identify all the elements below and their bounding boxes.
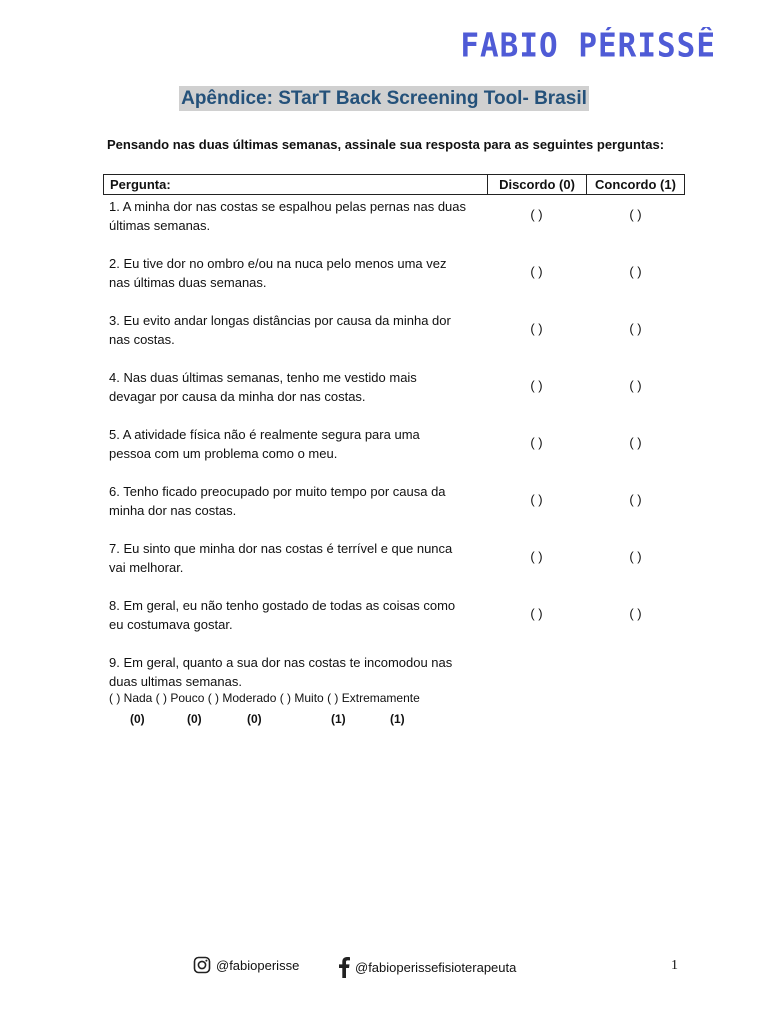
- facebook-text: @fabioperissefisioterapeuta: [355, 959, 517, 975]
- agree-checkbox[interactable]: ( ): [629, 435, 642, 450]
- question-line: vai melhorar.: [109, 560, 184, 575]
- disagree-checkbox[interactable]: ( ): [530, 264, 543, 279]
- header-question: Pergunta:: [104, 175, 488, 194]
- question-line: 1. A minha dor nas costas se espalhou pelas pernas nas duas: [109, 199, 467, 214]
- disagree-checkbox[interactable]: ( ): [530, 435, 543, 450]
- q9-scores: [109, 706, 487, 730]
- question-line: devagar por causa da minha dor nas costas.: [109, 389, 366, 404]
- question-row-7: [103, 537, 685, 594]
- question-line: eu costumava gostar.: [109, 617, 233, 632]
- question-line: 5. A atividade física não é realmente segura para uma: [109, 427, 420, 442]
- question-line: nas costas.: [109, 332, 175, 347]
- disagree-checkbox[interactable]: ( ): [530, 207, 543, 222]
- header-agree: Concordo (1): [595, 177, 676, 192]
- agree-checkbox[interactable]: ( ): [629, 264, 642, 279]
- disagree-checkbox[interactable]: ( ): [530, 378, 543, 393]
- document-title: [0, 88, 768, 110]
- question-line: 4. Nas duas últimas semanas, tenho me vestido mais: [109, 370, 417, 385]
- question-row-3: [103, 309, 685, 366]
- question-text: [103, 252, 487, 309]
- agree-checkbox[interactable]: ( ): [629, 207, 642, 222]
- disagree-checkbox[interactable]: ( ): [530, 606, 543, 621]
- facebook-icon: [338, 956, 350, 978]
- question-line: 7. Eu sinto que minha dor nas costas é terrível e que nunca: [109, 541, 453, 556]
- agree-checkbox[interactable]: ( ): [629, 606, 642, 621]
- table-header: [103, 174, 685, 195]
- question-line: nas últimas duas semanas.: [109, 275, 267, 290]
- disagree-checkbox[interactable]: ( ): [530, 492, 543, 507]
- question-row-6: [103, 480, 685, 537]
- question-row-5: [103, 423, 685, 480]
- question-text: [103, 480, 487, 537]
- question-line: duas ultimas semanas.: [109, 674, 242, 689]
- q9-options[interactable]: ( ) Nada ( ) Pouco ( ) Moderado ( ) Muito ( ) Extremamente: [109, 691, 420, 705]
- header-disagree: Discordo (0): [488, 175, 587, 194]
- brand-logo: FABIO PÉRISSÊ: [460, 27, 716, 65]
- q9-score: (0): [247, 712, 262, 726]
- question-row-4: [103, 366, 685, 423]
- question-row-2: [103, 252, 685, 309]
- q9-score: (0): [187, 712, 202, 726]
- title-text: Apêndice: STarT Back Screening Tool- Brasil: [181, 88, 587, 109]
- question-text: [103, 537, 487, 594]
- agree-checkbox[interactable]: ( ): [629, 549, 642, 564]
- question-text: [103, 594, 487, 651]
- question-line: 8. Em geral, eu não tenho gostado de todas as coisas como: [109, 598, 456, 613]
- q9-score: (1): [331, 712, 346, 726]
- question-text: [103, 195, 487, 252]
- question-row-8: [103, 594, 685, 651]
- question-line: últimas semanas.: [109, 218, 211, 233]
- questionnaire-table: [103, 174, 685, 730]
- instagram-icon: [193, 956, 211, 974]
- facebook-handle[interactable]: [338, 956, 516, 978]
- question-text: [103, 423, 487, 480]
- question-text: [103, 309, 487, 366]
- agree-checkbox[interactable]: ( ): [629, 321, 642, 336]
- question-line: minha dor nas costas.: [109, 503, 237, 518]
- instructions: Pensando nas duas últimas semanas, assinale sua resposta para as seguintes perguntas:: [107, 137, 665, 152]
- question-line: 6. Tenho ficado preocupado por muito tempo por causa da: [109, 484, 446, 499]
- question-9: [103, 651, 487, 730]
- question-line: 3. Eu evito andar longas distâncias por causa da minha dor: [109, 313, 451, 328]
- question-row-1: [103, 195, 685, 252]
- disagree-checkbox[interactable]: ( ): [530, 549, 543, 564]
- agree-checkbox[interactable]: ( ): [629, 378, 642, 393]
- q9-score: (1): [390, 712, 405, 726]
- question-text: [103, 366, 487, 423]
- q9-score: (0): [130, 712, 145, 726]
- instagram-text: @fabioperisse: [216, 957, 300, 973]
- question-line: 2. Eu tive dor no ombro e/ou na nuca pelo menos uma vez: [109, 256, 447, 271]
- instagram-handle[interactable]: [193, 956, 299, 974]
- agree-checkbox[interactable]: ( ): [629, 492, 642, 507]
- disagree-checkbox[interactable]: ( ): [530, 321, 543, 336]
- question-line: pessoa com um problema como o meu.: [109, 446, 338, 461]
- page-number: 1: [671, 958, 678, 973]
- question-line: 9. Em geral, quanto a sua dor nas costas te incomodou nas: [109, 655, 453, 670]
